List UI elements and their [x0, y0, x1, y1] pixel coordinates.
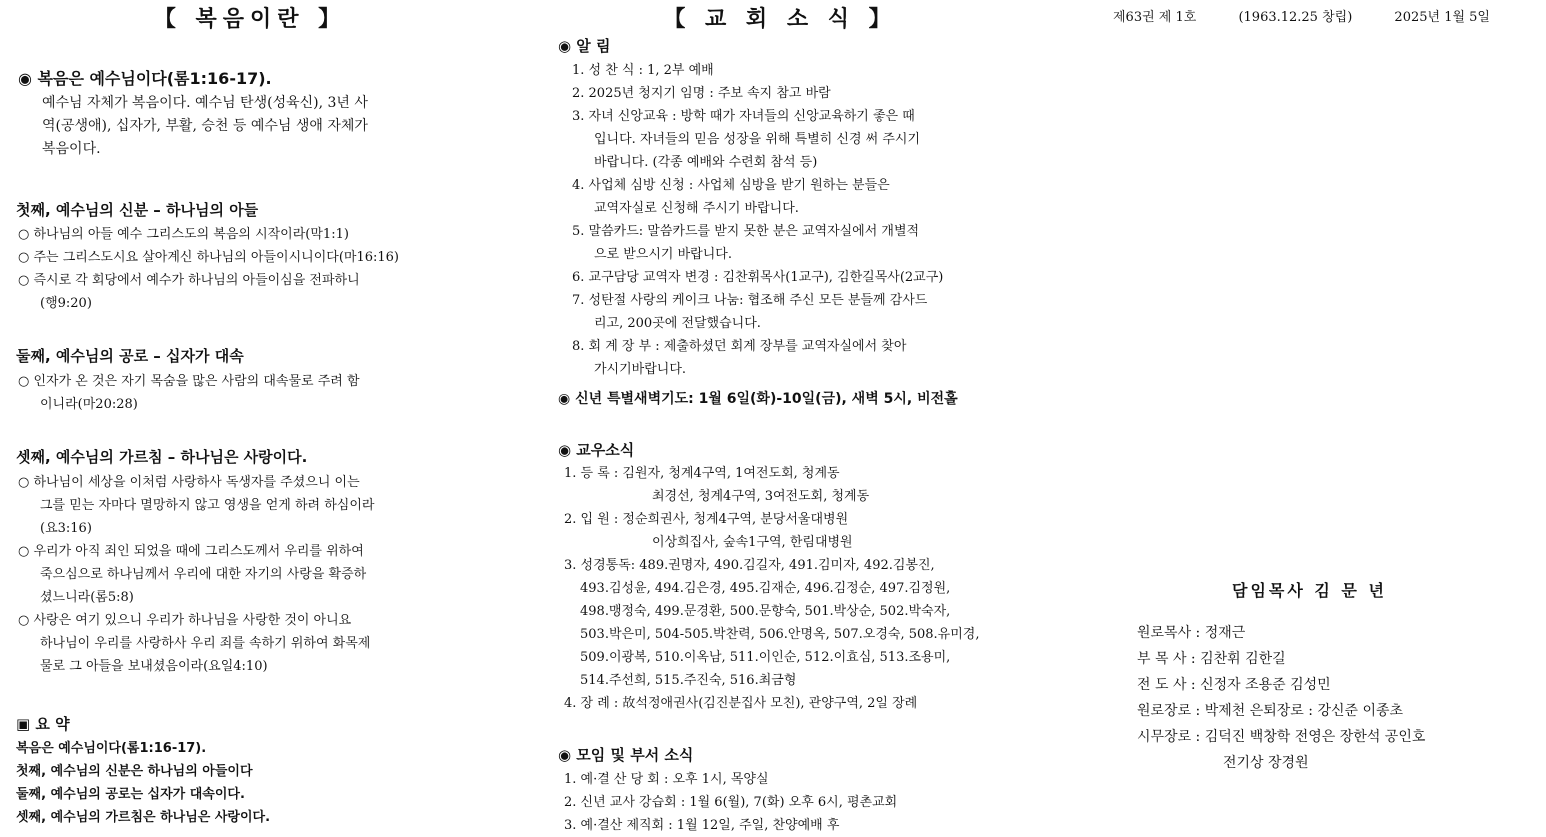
- summary-line: 셋째, 예수님의 가르침은 하나님은 사랑이다.: [16, 810, 271, 825]
- section1-list: [18, 223, 468, 315]
- member-item: 이상희집사, 숲속1구역, 한림대병원: [652, 535, 853, 550]
- list-item: ○ 주는 그리스도시요 살아계신 하나님의 아들이시니이다(마16:16): [18, 250, 400, 265]
- gospel-main-heading: ◉ 복음은 예수님이다(롬1:16-17).: [18, 69, 272, 88]
- list-item: (행9:20): [40, 296, 92, 311]
- notice-item: 가시기바랍니다.: [594, 362, 687, 377]
- gospel-column: [0, 0, 480, 32]
- member-item: 1. 등 록 : 김원자, 청계4구역, 1여전도회, 청계동: [564, 466, 840, 481]
- list-item: 물로 그 아들을 보내셨음이라(요일4:10): [40, 659, 268, 674]
- group-news-heading: ◉ 모임 및 부서 소식: [558, 746, 694, 764]
- member-item: 3. 성경통독: 489.권명자, 490.김길자, 491.김미자, 492.김봉진,: [564, 558, 935, 573]
- list-item: 셨느니라(롬5:8): [40, 590, 134, 605]
- body-line: 역(공생애), 십자가, 부활, 승천 등 예수님 생애 자체가: [42, 118, 368, 134]
- bulletin-date: 2025년 1월 5일: [1394, 10, 1490, 25]
- member-item: 최경선, 청계4구역, 3여전도회, 청계동: [652, 489, 870, 504]
- list-item: ○ 인자가 온 것은 자기 목숨을 많은 사람의 대속물로 주려 함: [18, 374, 360, 389]
- senior-pastor: 담임목사 김 문 년: [1232, 581, 1387, 600]
- notice-item: 3. 자녀 신앙교육 : 방학 때가 자녀들의 신앙교육하기 좋은 때: [572, 109, 915, 124]
- list-item: ○ 우리가 아직 죄인 되었을 때에 그리스도께서 우리를 위하여: [18, 544, 364, 559]
- notice-item: 8. 회 계 장 부 : 제출하셨던 회계 장부를 교역자실에서 찾아: [572, 339, 907, 354]
- member-item: 514.주선희, 515.주진숙, 516.최금형: [580, 673, 797, 688]
- member-item: 498.맹정숙, 499.문경환, 500.문향숙, 501.박상순, 502.박숙자,: [580, 604, 951, 619]
- member-item: 2. 입 원 : 정순희권사, 청계4구역, 분당서울대병원: [564, 512, 849, 527]
- body-line: 예수님 자체가 복음이다. 예수님 탄생(성육신), 3년 사: [42, 95, 368, 111]
- member-item: 493.김성윤, 494.김은경, 495.김재순, 496.김정순, 497.김정원,: [580, 581, 951, 596]
- notice-heading: ◉ 알 림: [558, 37, 611, 55]
- notice-item: 바랍니다. (각종 예배와 수련회 참석 등): [594, 155, 818, 170]
- notice-item: 2. 2025년 청지기 임명 : 주보 속지 참고 바람: [572, 86, 831, 101]
- notice-item: 1. 성 찬 식 : 1, 2부 예배: [572, 63, 714, 78]
- staff-line: 원로목사 : 정재근: [1137, 625, 1246, 641]
- list-item: 죽으심으로 하나님께서 우리에 대한 자기의 사랑을 확증하: [40, 567, 367, 582]
- staff-line: 전 도 사 : 신정자 조용준 김성민: [1137, 677, 1331, 693]
- staff-list: [1137, 620, 1425, 776]
- list-item: 이니라(마20:28): [40, 397, 138, 412]
- section3-list: [18, 471, 468, 678]
- list-item: 하나님이 우리를 사랑하사 우리 죄를 속하기 위하여 화목제: [40, 636, 371, 651]
- body-line: 복음이다.: [42, 141, 101, 157]
- member-news-heading: ◉ 교우소식: [558, 441, 635, 459]
- list-item: 그를 믿는 자마다 멸망하지 않고 영생을 얻게 하려 하심이라: [40, 498, 375, 513]
- group-news-list: [564, 768, 1014, 837]
- section2-heading: 둘째, 예수님의 공로 – 십자가 대속: [16, 347, 244, 365]
- notice-item: 교역자실로 신청해 주시기 바랍니다.: [594, 201, 799, 216]
- new-year-prayer: ◉ 신년 특별새벽기도: 1월 6일(화)-10일(금), 새벽 5시, 비전홀: [558, 391, 958, 407]
- member-item: 509.이광복, 510.이옥남, 511.이인순, 512.이효심, 513.조용미,: [580, 650, 951, 665]
- gospel-main-body: [42, 92, 462, 161]
- summary-heading: ▣ 요 약: [16, 715, 70, 733]
- summary-list: [16, 737, 466, 829]
- group-item: 1. 예·결 산 당 회 : 오후 1시, 목양실: [564, 772, 769, 787]
- notice-item: 입니다. 자녀들의 믿음 성장을 위해 특별히 신경 써 주시기: [594, 132, 921, 147]
- founded-date: (1963.12.25 창립): [1238, 10, 1353, 25]
- member-news-list: [564, 462, 1014, 715]
- notice-item: 리고, 200곳에 전달했습니다.: [594, 316, 761, 331]
- bulletin-header: [1113, 6, 1490, 25]
- list-item: ○ 즉시로 각 회당에서 예수가 하나님의 아들이심을 전파하니: [18, 273, 360, 288]
- member-item: 4. 장 례 : 故석정애권사(김진분집사 모친), 관양구역, 2일 장례: [564, 696, 918, 711]
- summary-line: 복음은 예수님이다(롬1:16-17).: [16, 741, 207, 756]
- staff-line: 원로장로 : 박제천 은퇴장로 : 강신준 이종초: [1137, 703, 1404, 719]
- issue-number: 제63권 제 1호: [1113, 10, 1197, 25]
- summary-line: 첫째, 예수님의 신분은 하나님의 아들이다: [16, 764, 253, 779]
- member-item: 503.박은미, 504-505.박찬력, 506.안명옥, 507.오경숙, 508.유미경,: [580, 627, 980, 642]
- list-item: ○ 하나님의 아들 예수 그리스도의 복음의 시작이라(막1:1): [18, 227, 349, 242]
- notice-item: 으로 받으시기 바랍니다.: [594, 247, 732, 262]
- notice-list: [572, 59, 1012, 381]
- section2-list: [18, 370, 468, 416]
- section1-heading: 첫째, 예수님의 신분 – 하나님의 아들: [16, 201, 259, 219]
- church-news-title: 【 교 회 소 식 】: [663, 7, 897, 32]
- list-item: (요3:16): [40, 521, 92, 536]
- section3-heading: 셋째, 예수님의 가르침 – 하나님은 사랑이다.: [16, 448, 308, 466]
- notice-item: 7. 성탄절 사랑의 케이크 나눔: 협조해 주신 모든 분들께 감사드: [572, 293, 928, 308]
- notice-item: 5. 말씀카드: 말씀카드를 받지 못한 분은 교역자실에서 개별적: [572, 224, 920, 239]
- list-item: ○ 하나님이 세상을 이처럼 사랑하사 독생자를 주셨으니 이는: [18, 475, 360, 490]
- staff-line: 부 목 사 : 김찬휘 김한길: [1137, 651, 1286, 667]
- notice-item: 4. 사업체 심방 신청 : 사업체 심방을 받기 원하는 분들은: [572, 178, 890, 193]
- group-item: 2. 신년 교사 강습회 : 1월 6(월), 7(화) 오후 6시, 평촌교회: [564, 795, 898, 810]
- summary-line: 둘째, 예수님의 공로는 십자가 대속이다.: [16, 787, 245, 802]
- list-item: ○ 사랑은 여기 있으니 우리가 하나님을 사랑한 것이 아니요: [18, 613, 352, 628]
- staff-line: 시무장로 : 김덕진 백창학 전영은 장한석 공인호: [1137, 729, 1426, 745]
- gospel-title: 【 복음이란 】: [153, 7, 347, 32]
- staff-line: 전기상 장경원: [1223, 755, 1309, 771]
- group-item: 3. 예·결산 제직회 : 1월 12일, 주일, 찬양예배 후: [564, 818, 840, 833]
- notice-item: 6. 교구담당 교역자 변경 : 김찬휘목사(1교구), 김한길목사(2교구): [572, 270, 944, 285]
